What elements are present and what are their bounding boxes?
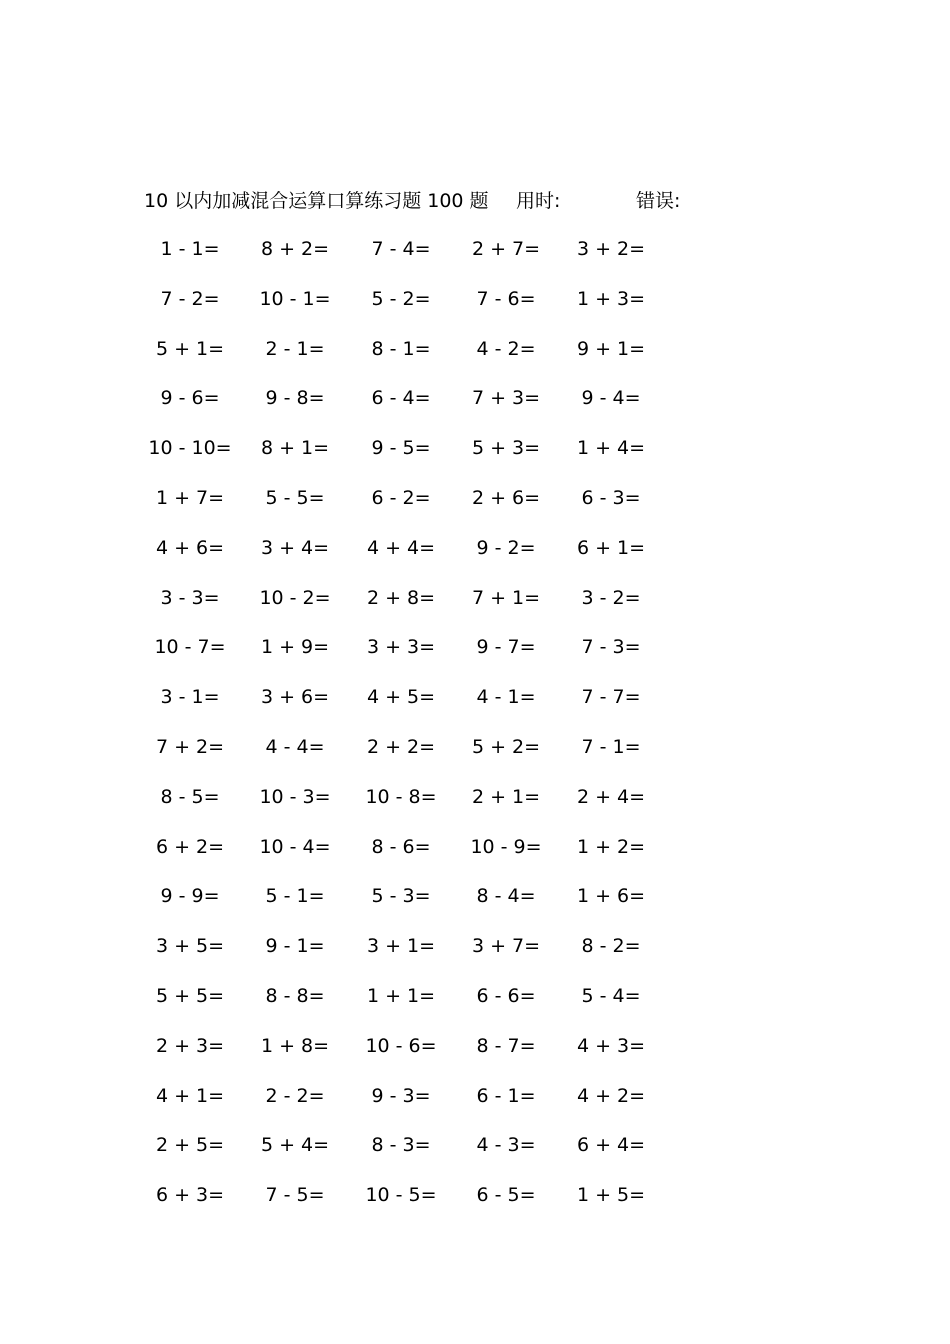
arithmetic-problem: 9 - 1= [265, 935, 325, 958]
arithmetic-problem: 1 + 1= [366, 984, 436, 1007]
problem-row [140, 334, 700, 384]
arithmetic-problem: 5 - 5= [265, 486, 325, 509]
arithmetic-problem: 4 + 5= [366, 686, 436, 709]
arithmetic-problem: 6 + 3= [155, 1184, 225, 1207]
arithmetic-problem: 4 - 1= [476, 686, 536, 709]
arithmetic-problem: 6 - 4= [371, 387, 431, 410]
arithmetic-problem: 10 - 3= [259, 785, 331, 808]
arithmetic-problem: 3 + 5= [155, 935, 225, 958]
arithmetic-problem: 1 + 8= [260, 1034, 330, 1057]
arithmetic-problem: 5 + 3= [471, 437, 541, 460]
problem-row [140, 533, 700, 583]
arithmetic-problem: 8 - 1= [371, 337, 431, 360]
arithmetic-problem: 3 + 3= [366, 636, 436, 659]
problem-row [140, 632, 700, 682]
problem-row [140, 1130, 700, 1180]
problem-row [140, 383, 700, 433]
arithmetic-problem: 9 - 8= [265, 387, 325, 410]
arithmetic-problem: 4 + 2= [576, 1084, 646, 1107]
arithmetic-problem: 10 - 7= [154, 636, 226, 659]
arithmetic-problem: 4 + 4= [366, 536, 436, 559]
arithmetic-problem: 9 - 2= [476, 536, 536, 559]
arithmetic-problem: 10 - 6= [365, 1034, 437, 1057]
problem-row [140, 1031, 700, 1081]
problem-row [140, 832, 700, 882]
problem-row [140, 782, 700, 832]
arithmetic-problem: 2 + 6= [471, 486, 541, 509]
arithmetic-problem: 4 + 1= [155, 1084, 225, 1107]
arithmetic-problem: 9 - 7= [476, 636, 536, 659]
problem-row [140, 732, 700, 782]
arithmetic-problem: 6 + 4= [576, 1134, 646, 1157]
worksheet-title: 10 以内加减混合运算口算练习题 100 题 [144, 190, 489, 212]
arithmetic-problem: 2 + 2= [366, 735, 436, 758]
arithmetic-problem: 3 + 1= [366, 935, 436, 958]
problem-row [140, 682, 700, 732]
arithmetic-problem: 6 - 2= [371, 486, 431, 509]
arithmetic-problem: 8 + 1= [260, 437, 330, 460]
arithmetic-problem: 10 - 10= [148, 437, 232, 460]
arithmetic-problem: 6 + 2= [155, 835, 225, 858]
arithmetic-problem: 2 + 3= [155, 1034, 225, 1057]
arithmetic-problem: 9 - 6= [160, 387, 220, 410]
arithmetic-problem: 5 - 4= [581, 984, 641, 1007]
arithmetic-problem: 4 - 2= [476, 337, 536, 360]
arithmetic-problem: 7 - 5= [265, 1184, 325, 1207]
arithmetic-problem: 9 - 4= [581, 387, 641, 410]
problem-grid [140, 234, 700, 1230]
error-count-label: 错误: [636, 190, 681, 212]
arithmetic-problem: 9 + 1= [576, 337, 646, 360]
problem-row [140, 1180, 700, 1230]
arithmetic-problem: 8 - 4= [476, 885, 536, 908]
arithmetic-problem: 7 - 3= [581, 636, 641, 659]
arithmetic-problem: 6 - 6= [476, 984, 536, 1007]
arithmetic-problem: 2 - 2= [265, 1084, 325, 1107]
arithmetic-problem: 7 - 7= [581, 686, 641, 709]
arithmetic-problem: 1 + 5= [576, 1184, 646, 1207]
problem-row [140, 931, 700, 981]
arithmetic-problem: 8 - 6= [371, 835, 431, 858]
arithmetic-problem: 7 + 2= [155, 735, 225, 758]
arithmetic-problem: 3 - 1= [160, 686, 220, 709]
arithmetic-problem: 5 + 1= [155, 337, 225, 360]
arithmetic-problem: 1 + 7= [155, 486, 225, 509]
arithmetic-problem: 7 - 6= [476, 287, 536, 310]
problem-row [140, 483, 700, 533]
arithmetic-problem: 9 - 3= [371, 1084, 431, 1107]
arithmetic-problem: 5 - 3= [371, 885, 431, 908]
arithmetic-problem: 6 - 1= [476, 1084, 536, 1107]
problem-row [140, 1081, 700, 1131]
arithmetic-problem: 8 - 3= [371, 1134, 431, 1157]
arithmetic-problem: 4 - 3= [476, 1134, 536, 1157]
arithmetic-problem: 3 + 6= [260, 686, 330, 709]
arithmetic-problem: 8 - 5= [160, 785, 220, 808]
arithmetic-problem: 3 + 7= [471, 935, 541, 958]
arithmetic-problem: 5 + 2= [471, 735, 541, 758]
arithmetic-problem: 8 - 7= [476, 1034, 536, 1057]
arithmetic-problem: 10 - 8= [365, 785, 437, 808]
arithmetic-problem: 10 - 5= [365, 1184, 437, 1207]
arithmetic-problem: 10 - 1= [259, 287, 331, 310]
worksheet-header [144, 186, 844, 216]
arithmetic-problem: 1 - 1= [160, 238, 220, 260]
arithmetic-problem: 7 - 2= [160, 287, 220, 310]
problem-row [140, 881, 700, 931]
arithmetic-problem: 1 + 9= [260, 636, 330, 659]
arithmetic-problem: 3 - 3= [160, 586, 220, 609]
arithmetic-problem: 3 + 4= [260, 536, 330, 559]
arithmetic-problem: 8 + 2= [260, 238, 330, 260]
arithmetic-problem: 4 + 6= [155, 536, 225, 559]
problem-row [140, 433, 700, 483]
arithmetic-problem: 3 - 2= [581, 586, 641, 609]
arithmetic-problem: 2 + 8= [366, 586, 436, 609]
arithmetic-problem: 2 + 1= [471, 785, 541, 808]
arithmetic-problem: 5 - 2= [371, 287, 431, 310]
arithmetic-problem: 1 + 3= [576, 287, 646, 310]
arithmetic-problem: 7 - 4= [371, 238, 431, 260]
arithmetic-problem: 8 - 2= [581, 935, 641, 958]
arithmetic-problem: 4 - 4= [265, 735, 325, 758]
arithmetic-problem: 10 - 4= [259, 835, 331, 858]
arithmetic-problem: 10 - 2= [259, 586, 331, 609]
arithmetic-problem: 1 + 6= [576, 885, 646, 908]
problem-row [140, 583, 700, 633]
arithmetic-problem: 6 + 1= [576, 536, 646, 559]
problem-row [140, 234, 700, 284]
arithmetic-problem: 1 + 4= [576, 437, 646, 460]
arithmetic-problem: 6 - 3= [581, 486, 641, 509]
arithmetic-problem: 5 + 5= [155, 984, 225, 1007]
problem-row [140, 981, 700, 1031]
time-used-label: 用时: [516, 190, 561, 212]
arithmetic-problem: 7 + 3= [471, 387, 541, 410]
arithmetic-problem: 4 + 3= [576, 1034, 646, 1057]
arithmetic-problem: 8 - 8= [265, 984, 325, 1007]
arithmetic-problem: 7 + 1= [471, 586, 541, 609]
arithmetic-problem: 5 + 4= [260, 1134, 330, 1157]
arithmetic-problem: 2 + 4= [576, 785, 646, 808]
arithmetic-problem: 3 + 2= [576, 238, 646, 260]
arithmetic-problem: 2 - 1= [265, 337, 325, 360]
arithmetic-problem: 1 + 2= [576, 835, 646, 858]
arithmetic-problem: 7 - 1= [581, 735, 641, 758]
arithmetic-problem: 10 - 9= [470, 835, 542, 858]
arithmetic-problem: 2 + 5= [155, 1134, 225, 1157]
arithmetic-problem: 9 - 5= [371, 437, 431, 460]
problem-row [140, 284, 700, 334]
arithmetic-problem: 2 + 7= [471, 238, 541, 260]
arithmetic-problem: 6 - 5= [476, 1184, 536, 1207]
arithmetic-problem: 9 - 9= [160, 885, 220, 908]
arithmetic-problem: 5 - 1= [265, 885, 325, 908]
